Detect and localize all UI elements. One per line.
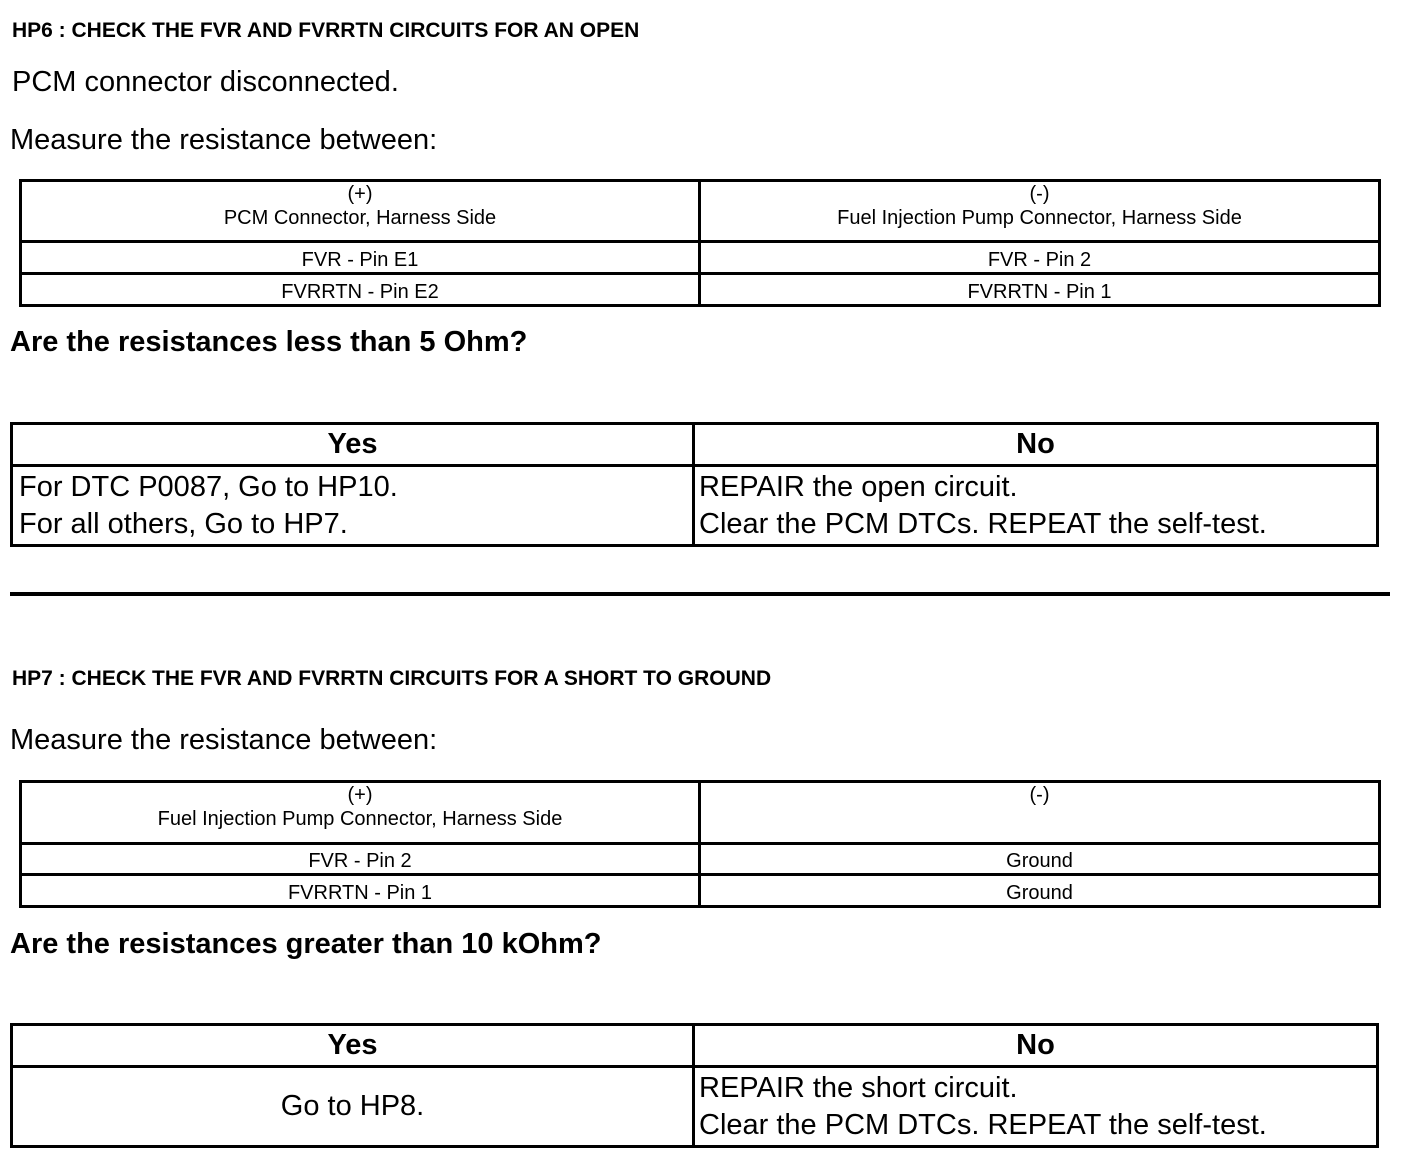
- no-line: Clear the PCM DTCs. REPEAT the self-test.: [699, 507, 1267, 540]
- no-cell: [694, 466, 1378, 546]
- yes-line: For DTC P0087, Go to HP10.: [19, 470, 398, 503]
- cell: FVR - Pin 2: [700, 242, 1380, 274]
- hp6-question: Are the resistances less than 5 Ohm?: [10, 326, 528, 358]
- hp7-instruction: Measure the resistance between:: [10, 724, 438, 756]
- hp6-precondition: PCM connector disconnected.: [12, 66, 399, 98]
- label: Fuel Injection Pump Connector, Harness Side: [837, 207, 1242, 229]
- no-header: No: [694, 424, 1378, 466]
- section-divider: [10, 592, 1390, 596]
- hp7-measure-table: [19, 780, 1381, 908]
- header-positive: [21, 782, 700, 844]
- no-line: REPAIR the open circuit.: [699, 470, 1018, 503]
- table-row: [12, 1067, 1378, 1147]
- no-header: No: [694, 1025, 1378, 1067]
- sign: (+): [347, 183, 373, 205]
- table-row: [21, 274, 1380, 306]
- cell: FVR - Pin 2: [21, 844, 700, 875]
- hp6-measure-table: [19, 179, 1381, 307]
- hp7-decision-table: [10, 1023, 1379, 1148]
- hp7-question: Are the resistances greater than 10 kOhm?: [10, 928, 602, 960]
- header-negative: [700, 782, 1380, 844]
- no-line: Clear the PCM DTCs. REPEAT the self-test.: [699, 1108, 1267, 1141]
- yes-line: Go to HP8.: [280, 1090, 425, 1122]
- hp6-title: HP6 : CHECK THE FVR AND FVRRTN CIRCUITS FOR AN OPEN: [12, 19, 640, 42]
- sign: (-): [1029, 784, 1050, 806]
- no-line: REPAIR the short circuit.: [699, 1071, 1018, 1104]
- sign: (+): [347, 784, 373, 806]
- label: PCM Connector, Harness Side: [223, 207, 497, 229]
- table-row: [12, 466, 1378, 546]
- cell: Ground: [700, 875, 1380, 907]
- yes-header: Yes: [12, 1025, 694, 1067]
- header-positive: [21, 181, 700, 242]
- sign: (-): [1029, 183, 1050, 205]
- yes-header: Yes: [12, 424, 694, 466]
- cell: FVRRTN - Pin E2: [21, 274, 700, 306]
- label: Fuel Injection Pump Connector, Harness Side: [157, 808, 563, 830]
- hp6-decision-table: [10, 422, 1379, 547]
- table-header-row: [21, 782, 1380, 844]
- yes-cell: [12, 1067, 694, 1147]
- header-negative: [700, 181, 1380, 242]
- hp7-title: HP7 : CHECK THE FVR AND FVRRTN CIRCUITS FOR A SHORT TO GROUND: [12, 667, 772, 690]
- table-row: [21, 875, 1380, 907]
- table-header-row: [21, 181, 1380, 242]
- table-header-row: [12, 1025, 1378, 1067]
- no-cell: [694, 1067, 1378, 1147]
- cell: FVRRTN - Pin 1: [21, 875, 700, 907]
- yes-line: For all others, Go to HP7.: [19, 507, 348, 540]
- yes-cell: [12, 466, 694, 546]
- table-row: [21, 242, 1380, 274]
- table-header-row: [12, 424, 1378, 466]
- cell: FVRRTN - Pin 1: [700, 274, 1380, 306]
- cell: Ground: [700, 844, 1380, 875]
- cell: FVR - Pin E1: [21, 242, 700, 274]
- table-row: [21, 844, 1380, 875]
- hp6-instruction: Measure the resistance between:: [10, 124, 438, 156]
